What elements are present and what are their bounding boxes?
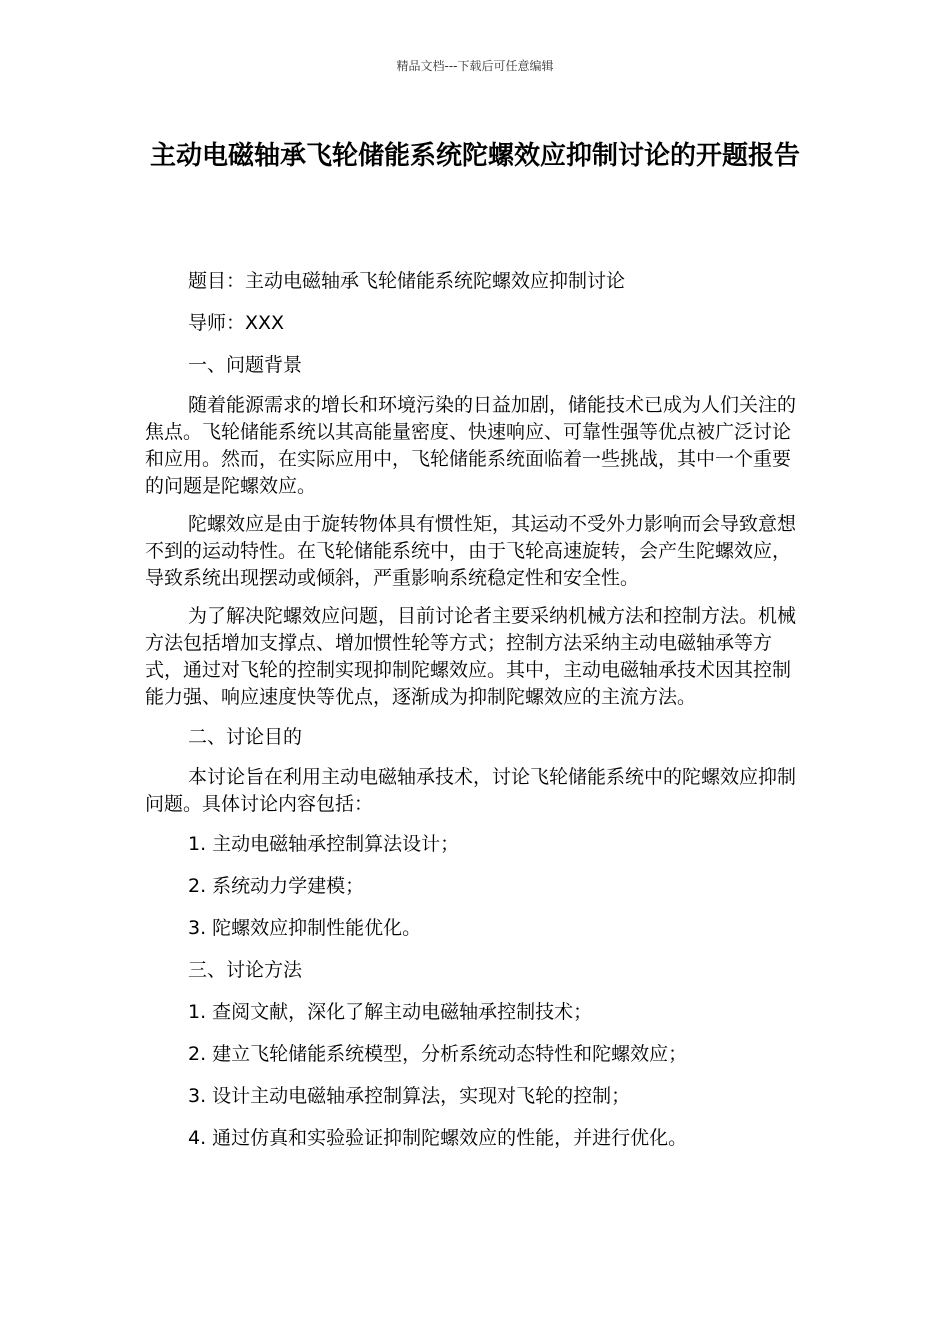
section-heading-background: 一、问题背景 bbox=[188, 354, 303, 376]
section-heading-method: 三、讨论方法 bbox=[188, 959, 303, 981]
list-item: 4. 通过仿真和实验验证抑制陀螺效应的性能，并进行优化。 bbox=[188, 1127, 688, 1149]
list-item: 2. 系统动力学建模； bbox=[188, 875, 365, 897]
list-item: 1. 查阅文献，深化了解主动电磁轴承控制技术； bbox=[188, 1001, 593, 1023]
list-item: 3. 陀螺效应抑制性能优化。 bbox=[188, 917, 422, 939]
paragraph: 为了解决陀螺效应问题，目前讨论者主要采纳机械方法和控制方法。机械方法包括增加支撑点、增加惯性轮等方式；控制方法采纳主动电磁轴承等方式，通过对飞轮的控制实现抑制陀螺效应。其中，主动电磁轴承技术因其控制能力强、响应速度快等优点，逐渐成为抑制陀螺效应的主流方法。 bbox=[145, 605, 797, 708]
section-heading-purpose: 二、讨论目的 bbox=[188, 726, 303, 748]
list-item: 2. 建立飞轮储能系统模型，分析系统动态特性和陀螺效应； bbox=[188, 1043, 688, 1065]
paragraph: 随着能源需求的增长和环境污染的日益加剧，储能技术已成为人们关注的焦点。飞轮储能系统以其高能量密度、快速响应、可靠性强等优点被广泛讨论和应用。然而，在实际应用中，飞轮储能系统面临着一些挑战，其中一个重要的问题是陀螺效应。 bbox=[145, 394, 797, 497]
document-body bbox=[145, 266, 805, 1165]
paragraph: 陀螺效应是由于旋转物体具有惯性矩，其运动不受外力影响而会导致意想不到的运动特性。在飞轮储能系统中，由于飞轮高速旋转，会产生陀螺效应，导致系统出现摆动或倾斜，严重影响系统稳定性和安全性。 bbox=[145, 513, 797, 589]
paragraph: 本讨论旨在利用主动电磁轴承技术，讨论飞轮储能系统中的陀螺效应抑制问题。具体讨论内容包括： bbox=[145, 766, 797, 815]
page-header-note: 精品文档---下载后可任意编辑 bbox=[396, 59, 554, 73]
topic-line: 题目：主动电磁轴承飞轮储能系统陀螺效应抑制讨论 bbox=[188, 270, 626, 292]
advisor-line: 导师：XXX bbox=[188, 312, 285, 334]
list-item: 1. 主动电磁轴承控制算法设计； bbox=[188, 833, 460, 855]
list-item: 3. 设计主动电磁轴承控制算法，实现对飞轮的控制； bbox=[188, 1085, 631, 1107]
document-title: 主动电磁轴承飞轮储能系统陀螺效应抑制讨论的开题报告 bbox=[149, 141, 800, 171]
